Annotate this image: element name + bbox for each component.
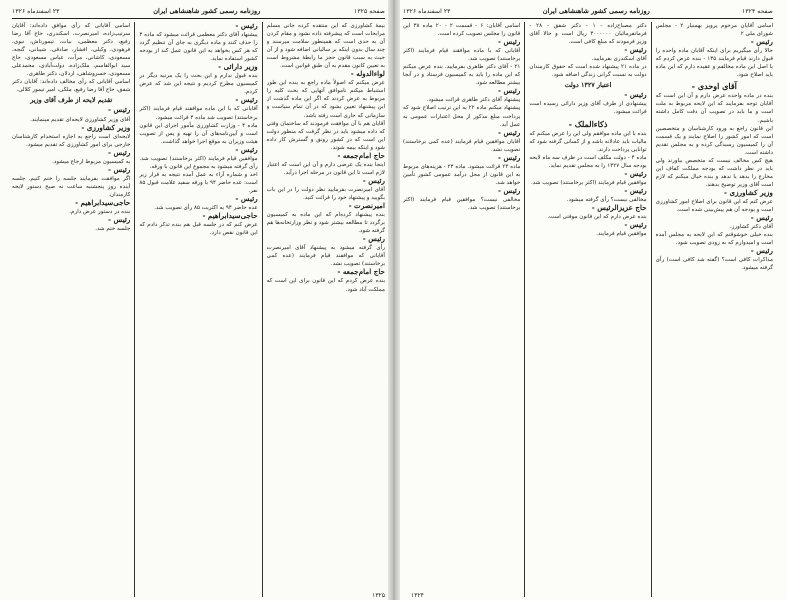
paragraph: بنده پیشنهاد کرده‌ام که این ماده به کمیسیون برگردد تا مطالعه بیشتر شود و نظر وزارتخانه‌ها هم گرفته شود. <box>266 212 385 235</box>
left-page <box>0 0 393 600</box>
paragraph: بیمهٔ کشاورزی که این منتقده کرده جانی مسلم مرابحات است که پیشرفته داده نشود و مقام کردن آن به حدی است که همینطور سلامت میرسند و چند سال بدون اینکه بر سالیانی اضافه شود و از آن حیث به سبب قانون حجز ما رابطهٔ مشروط است به تعیین کانون مقدم به آن طبق قوانین است. <box>266 23 385 70</box>
paragraph: اسامی آقایان مرحوم پرویز بهمنیار ۲ - مجلس شورای ملی ۲ <box>655 23 773 38</box>
speaker-name: حاج عزیزالرئیس - <box>591 202 647 212</box>
speaker-line <box>12 149 130 158</box>
left-page-col-middle <box>139 22 257 597</box>
speaker-line <box>656 189 773 198</box>
paragraph: عده حاضر ۹۴ به اکثریت ۸۵ رأی تصویب شد. <box>154 205 258 212</box>
speaker-name: حاج امام‌جمعه - <box>337 267 385 277</box>
section-title: اعتبار ۱۳۲۷ دولت <box>564 81 612 90</box>
speaker-name: حاج امام‌جمعه - <box>337 150 385 160</box>
right-page-columns <box>403 22 773 597</box>
paragraph: جلسه ختم شد. <box>95 226 131 233</box>
paragraph: پیشنهاد آقای دکتر معظمی قرائت میشود که ماده ۳ را حذف کنند و ماده دیگری به جای آن تنظیم گردد که هر کس بخواهد به این قانون عمل کند از بودجه کشور استفاده نماید. <box>139 32 258 63</box>
speaker-line <box>12 124 130 133</box>
right-page-header <box>403 6 773 19</box>
speaker-name: رئیس - <box>235 193 258 203</box>
left-page-columns <box>12 22 385 597</box>
paragraph: اسامی آقایانی که رأی موافق داده‌اند: آقایان سرتیپ‌زاده، امیرنصرت، اسکندری، حاج آقا رضا رفیع، دکتر معظمی، بیات، تیمورتاش، نبوی، فرهودی، وکیلی، افشار، صادقی، شیبانی، گنجه، مسعودی، کاشانی، مرآت، عباس مسعودی، حاج سید ابوالقاسم، ملک‌زاده، دولت‌آبادی، محمدعلی مسعودی، خسروشاهی، اردلان، دکتر طاهری. <box>12 23 131 78</box>
paragraph: موافقین قیام فرمایند. <box>596 231 647 238</box>
paragraph: اسامی آقایان: ۶ - قسمت ۲ - ۲۰ ماده ۳۸ این قانون را مجلس تصویب کرده است. <box>403 23 521 38</box>
speaker-name: رئیس - <box>108 147 131 157</box>
speaker-name: رئیس - <box>498 127 521 137</box>
speaker-heading: آقای اوحدی - <box>691 81 737 92</box>
speaker-name: رئیس - <box>498 86 521 96</box>
paragraph: آقایانی که با ماده موافقند قیام فرمایند (اکثر برخاستند) تصویب شد. <box>403 48 521 63</box>
speaker-line <box>529 46 646 55</box>
right-page-footer-number: ۱۳۲۴ <box>411 592 424 599</box>
speaker-name: رئیس - <box>624 185 647 195</box>
speaker-line <box>12 216 130 225</box>
speaker-name: رئیس - <box>362 234 385 244</box>
paragraph: موافقین قیام فرمایند (اکثر برخاستند) تصویب شد. رأی گرفته میشود به مجموع این قانون با ورقه. <box>139 155 258 170</box>
speaker-line <box>403 154 520 163</box>
paragraph: آقایان هم با آن موافقت فرمودند که ساختمان وقتی که داده میشود باید در نظر گرفت که منظور دولت این است که در کشور رونق و گسترش کار داده شود و اینکه بیمه شوند. <box>266 120 385 151</box>
right-header-title: روزنامه رسمی کشور شاهنشاهی ایران <box>542 7 650 15</box>
speaker-name: رئیس - <box>498 37 521 47</box>
speaker-name: رئیس - <box>108 105 131 115</box>
speaker-name: وزیر دارائی - <box>218 62 258 72</box>
left-page-col-right <box>267 22 385 597</box>
speaker-name: رئیس - <box>624 220 647 230</box>
speaker-line <box>267 202 385 211</box>
paragraph: عرض کنم که در جلسه قبل هم بنده تذکر دادم که این قانون نقص دارد. <box>139 222 258 237</box>
left-header-title: روزنامه رسمی کشور شاهنشاهی ایران <box>153 7 261 15</box>
speaker-line <box>12 199 130 208</box>
paragraph: در ماده ۲۱ پیشنهاد شده است که حقوق کارمندان دولت به نسبت گرانی زندگی اضافه شود. <box>529 64 647 79</box>
speaker-line <box>403 87 520 96</box>
paragraph: پیشنهاد میکنم ماده ۲۲ به این ترتیب اصلاح شود که پرداخت مبلغ مذکور از محل اعتبارات عمومی به عمل آید. <box>403 105 521 128</box>
paragraph: آقای اسکندری بفرمایید. <box>591 56 647 63</box>
speaker-line <box>529 204 646 213</box>
paragraph: پیشنهاد آقای دکتر طاهری قرائت میشود. <box>426 97 521 104</box>
speaker-line <box>12 106 130 115</box>
speaker-name: رئیس - <box>235 22 258 30</box>
speaker-line <box>656 247 773 256</box>
speaker-name: رئیس - <box>624 45 647 55</box>
paragraph: بنده عرض دارم که این قانون موقتی است. <box>547 214 647 221</box>
speaker-name: رئیس - <box>498 152 521 162</box>
speaker-name: رئیس - <box>108 215 131 225</box>
paragraph: ماده ۴ - دولت مکلف است در ظرف سه ماه لایحه بودجه سال ۱۳۲۷ را به مجلس تقدیم نماید. <box>529 154 647 169</box>
speaker-line <box>529 221 646 230</box>
speaker-name: وزیر کشاورزی - <box>724 187 773 197</box>
paragraph: عرض کنم که این قانون برای اصلاح امور کشاورزی است و بودجه آن هم پیش‌بینی شده است. <box>655 198 773 214</box>
paragraph: مخالفی نیست؟ موافقین قیام فرمایند (اکثر برخاستند) تصویب شد. <box>403 196 521 212</box>
paragraph: ۲۱ - آقای دکتر طاهری بفرمایید. بنده عرض میکنم که این ماده را باید به کمیسیون فرستاد و در آنجا بیشتر مطالعه شود. <box>403 64 521 87</box>
paragraph: لایحه‌ای است راجع به اجازه استخدام کارشناسان خارجی برای امور کشاورزی که تقدیم میشود. <box>12 133 131 148</box>
paragraph: هیچ کس مخالف نیست که متخصص بیاورند ولی باید در نظر داشت که بودجه مملکت کفاف این مخارج را بدهد یا ندهد و بنده خیال میکنم که لازم است آقای وزیر توضیح بدهند. <box>655 157 773 188</box>
book-gutter <box>388 0 400 600</box>
paragraph: عرض میکنم که اصولاً ماده راجع به بنده این طور استنباط میکنم ناموافق آنهایی که بحث کلیه را مربوط به عرض کردند که اگر این ماده گذشت از این پیشنهاد تعیین بشود که در آن تمام سیاست و سازمانی که جاری است رفته باشد. <box>266 80 385 119</box>
speaker-line <box>267 177 385 186</box>
speaker-name: رئیس - <box>362 175 385 185</box>
speaker-name: رئیس - <box>750 37 773 47</box>
speaker-line <box>139 146 257 155</box>
speaker-line <box>529 170 646 179</box>
paragraph: مخالفی نیست؟ رأی گرفته میشود. <box>566 196 647 203</box>
paragraph: آقای امیرنصرت بفرمایید نظر دولت را در این باب بگویید و پیشنهاد خود را قرائت کنید. <box>266 186 385 201</box>
left-header-date: ۲۳ اسفندماه ۱۳۲۶ <box>12 8 60 15</box>
left-page-col-left <box>12 22 130 597</box>
speaker-line <box>267 268 385 277</box>
speaker-name: وزیر کشاورزی - <box>81 122 131 132</box>
paragraph: بنده با این ماده موافقم ولی این را عرض میکنم که مالیات باید عادلانه باشد و از کسانی گرفته شود که توانایی پرداخت دارند. <box>529 130 647 153</box>
speaker-line <box>139 195 257 204</box>
paragraph: بنده خیلی خوشوقتم که این لایحه به مجلس آمده است و امیدوارم که به زودی تصویب شود. <box>655 232 773 247</box>
column-rule <box>651 22 652 597</box>
paragraph: آقای دکتر کشاورز. <box>729 224 773 231</box>
column-rule <box>134 22 135 597</box>
speaker-line <box>403 187 520 196</box>
speaker-line <box>656 38 773 47</box>
paragraph: موافقین قیام فرمایند (اکثر برخاستند) تصویب شد. <box>531 179 647 186</box>
speaker-line <box>403 129 520 138</box>
speaker-name: حاجی‌سیدابراهیم - <box>202 211 258 221</box>
speaker-name: لواءالدوله - <box>350 69 385 79</box>
speaker-name: امیرنصرت - <box>348 201 385 211</box>
paragraph: بنده در ماده واحده عرض دارم و آن این است که آقایان توجه بفرمایند که این لایحه مربوط به ملت است و ما باید در تصویب آن دقت کامل داشته باشیم. <box>655 93 773 124</box>
speaker-line <box>656 214 773 223</box>
speaker-line <box>139 22 257 31</box>
paragraph: اگر موافقت بفرمایند جلسه را ختم کنیم. جلسه آینده روز پنجشنبه ساعت نه صبح دستور لایحه کارمندان. <box>12 175 131 198</box>
paragraph: اینجا بنده یک عرضی دارم و آن این است که اعتبار لازم است تا این قانون در مرحله اجرا درآید. <box>266 161 385 176</box>
speaker-heading: ذکاء‌الملک - <box>568 118 608 129</box>
speaker-name: رئیس - <box>624 90 647 100</box>
paragraph: آقایان موافقین قیام فرمایند (عده کمی برخاستند) تصویب نشد. <box>403 138 521 153</box>
paragraph: به کمیسیون مربوط ارجاع میشود. <box>52 158 131 165</box>
speaker-line <box>529 187 646 196</box>
paragraph: پیشنهادی از طرف آقای وزیر دارائی رسیده است قرائت میشود. <box>529 101 647 116</box>
speaker-line <box>139 212 257 221</box>
column-rule <box>524 22 525 597</box>
column-rule <box>262 22 263 597</box>
right-page-col-right <box>656 22 773 597</box>
paragraph: این قانون راجع به ورود کارشناسان و متخصصین است که امور کشور را اصلاح نمایند و یک قسمت آن را کمیسیون رسیدگی کرده و به مجلس تقدیم داشته است. <box>655 125 773 156</box>
paragraph: بنده قبول ندارم و این بحث را یک مرتبه دیگر در کمیسیون مطرح کردیم و نتیجه این شد که عرض کردم. <box>139 73 258 96</box>
right-header-date: ۲۳ اسفندماه ۱۳۲۶ <box>403 8 451 15</box>
speaker-line <box>529 91 646 100</box>
paragraph: ماده ۲۳ قرائت میشود. ماده ۲۳ - هزینه‌های مربوط به این قانون از محل درآمد عمومی کشور تأمین خواهد شد. <box>403 163 521 186</box>
speaker-line <box>139 63 257 72</box>
right-page-col-left <box>403 22 520 597</box>
speaker-line <box>403 38 520 47</box>
right-page-col-middle <box>529 22 646 597</box>
speaker-name: رئیس - <box>750 213 773 223</box>
speaker-name: رئیس - <box>498 185 521 195</box>
left-page-footer-number: ۱۳۲۵ <box>372 592 385 599</box>
speaker-line <box>267 152 385 161</box>
paragraph: آقای وزیر کشاورزی لایحه‌ای تقدیم مینمایند. <box>30 116 131 123</box>
left-header-page-number: صفحه ۱۳۲۵ <box>354 8 385 15</box>
speaker-line <box>267 70 385 79</box>
left-page-header <box>12 6 385 19</box>
speaker-name: رئیس - <box>624 168 647 178</box>
speaker-name: رئیس - <box>235 95 258 105</box>
paragraph: بنده عرض کردم که این قانون برای این است که مملکت آباد شود. <box>266 278 385 293</box>
paragraph: بنده در دستور عرض دارم. <box>69 209 131 216</box>
speaker-name: حاجی‌سیدابراهیم - <box>75 197 131 207</box>
right-page <box>393 0 787 600</box>
speaker-line <box>267 235 385 244</box>
speaker-line <box>12 166 130 175</box>
paragraph: آقایانی که با این ماده موافقند قیام فرمایند (اکثر برخاستند) تصویب شد ماده ۴ قرائت میشود. <box>139 106 258 121</box>
speaker-name: رئیس - <box>235 144 258 154</box>
paragraph: مذاکرات کافی است؟ (گفته شد کافی است) رأی گرفته میشود. <box>655 257 773 272</box>
speaker-name: رئیس - <box>750 246 773 256</box>
paragraph: دکتر مصباح‌زاده - ۱ - دکتر شفق - ۲۸ - فرمانفرمائیان ۳۰۰۰۰۰۰ ریال است و حالا آقای وزیر فرمودند که مبلغ کافی است. <box>529 23 647 46</box>
paragraph: رأی گرفته میشود به پیشنهاد آقای امیرنصرت آقایانی که موافقند قیام فرمایند (عده کمی برخاستند) تصویب نشد. <box>266 245 385 268</box>
paragraph: اسامی آقایانی که رأی مخالف داده‌اند: آقایان دکتر شفق، حاج آقا رضا رفیع، ملکی، امیر تیمور کلالی. <box>12 79 131 94</box>
paragraph: حالا رأی میگیریم برای اینکه آقایان ماده واحده را قبول دارند قیام فرمایند ۱۳۵ - بنده عرض کردم که با اصل این ماده مخالفم و عقیده دارم که این ماده باید اصلاح شود. <box>655 48 773 79</box>
section-title: تقدیم لایحه از طرف آقای وزیر <box>30 96 113 105</box>
speaker-line <box>139 96 257 105</box>
paragraph: اخذ و شماره آراء به عمل آمده نتیجه به قرار زیر است: عده حاضر ۹۴ با ورقه سفید علامت قبول ۸۵ نفر. <box>139 171 258 194</box>
right-header-page-number: صفحه ۱۳۲۴ <box>742 8 773 15</box>
speaker-name: رئیس - <box>108 164 131 174</box>
paragraph: ماده ۴ - وزارت کشاورزی مأمور اجرای این قانون است و آیین‌نامه‌های آن را تهیه و پس از تصویب هیئت وزیران به موقع اجرا خواهد گذاشت. <box>139 122 258 145</box>
